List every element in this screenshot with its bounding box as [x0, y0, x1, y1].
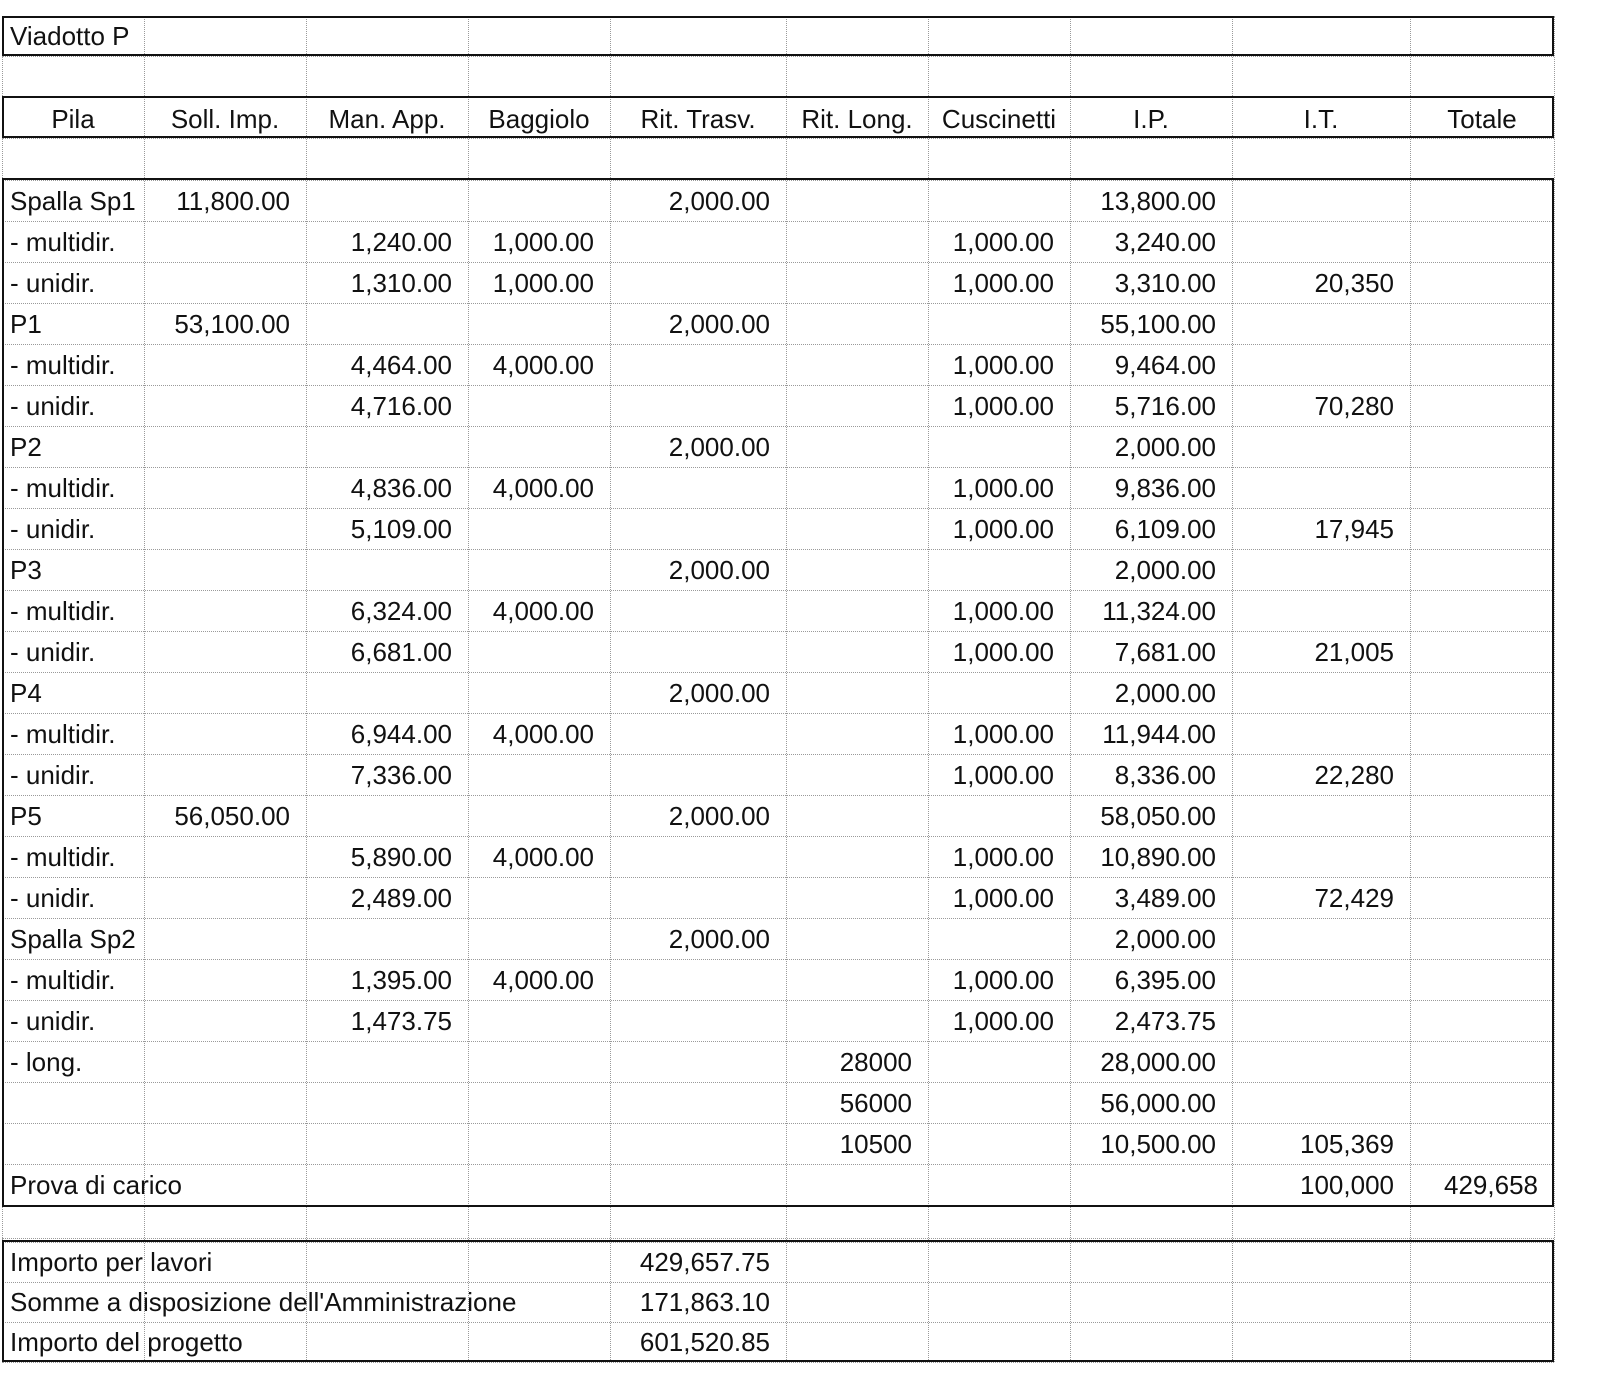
grid-row-line: [2, 1238, 1554, 1239]
table-cell: 28000: [839, 1047, 912, 1077]
table-cell: 2,000.00: [668, 432, 770, 462]
column-header: Rit. Trasv.: [640, 104, 756, 134]
table-cell: 1,000.00: [952, 883, 1054, 913]
row-label: - multidir.: [10, 965, 116, 995]
title-box: [2, 16, 1554, 56]
table-cell: 2,000.00: [1114, 555, 1216, 585]
table-cell: 4,000.00: [492, 350, 594, 380]
column-header: Cuscinetti: [941, 104, 1057, 134]
table-cell: 8,336.00: [1114, 760, 1216, 790]
summary-value: 429,657.75: [639, 1247, 770, 1277]
table-cell: 1,240.00: [350, 227, 452, 257]
table-cell: 5,890.00: [350, 842, 452, 872]
row-label: Spalla Sp1: [10, 186, 136, 216]
summary-label: Importo per lavori: [10, 1247, 213, 1277]
table-cell: 1,000.00: [952, 473, 1054, 503]
table-cell: 9,836.00: [1114, 473, 1216, 503]
row-label: P2: [10, 432, 42, 462]
row-label: - multidir.: [10, 719, 116, 749]
row-label: - unidir.: [10, 391, 96, 421]
table-cell: 70,280: [1314, 391, 1394, 421]
table-cell: 6,395.00: [1114, 965, 1216, 995]
column-header: Rit. Long.: [801, 104, 913, 134]
table-cell: 2,473.75: [1114, 1006, 1216, 1036]
table-cell: 1,000.00: [952, 1006, 1054, 1036]
table-cell: 3,310.00: [1114, 268, 1216, 298]
row-label: - unidir.: [10, 883, 96, 913]
table-cell: 3,489.00: [1114, 883, 1216, 913]
table-cell: 4,000.00: [492, 473, 594, 503]
table-cell: 2,000.00: [668, 186, 770, 216]
table-cell: 21,005: [1314, 637, 1394, 667]
row-label: P1: [10, 309, 42, 339]
table-cell: 6,681.00: [350, 637, 452, 667]
column-header: Baggiolo: [488, 104, 590, 134]
row-label: - multidir.: [10, 596, 116, 626]
column-header: I.T.: [1303, 104, 1339, 134]
table-cell: 1,000.00: [952, 842, 1054, 872]
table-cell: 4,000.00: [492, 965, 594, 995]
table-cell: 2,000.00: [1114, 678, 1216, 708]
table-cell: 6,944.00: [350, 719, 452, 749]
table-cell: 105,369: [1300, 1129, 1394, 1159]
table-cell: 1,473.75: [350, 1006, 452, 1036]
table-cell: 2,000.00: [1114, 924, 1216, 954]
table-cell: 5,109.00: [350, 514, 452, 544]
table-cell: 13,800.00: [1100, 186, 1216, 216]
table-cell: 10500: [839, 1129, 912, 1159]
table-cell: 10,890.00: [1100, 842, 1216, 872]
row-label: - multidir.: [10, 350, 116, 380]
table-cell: 4,464.00: [350, 350, 452, 380]
table-cell: 2,000.00: [668, 924, 770, 954]
table-cell: 1,000.00: [952, 227, 1054, 257]
row-label: - unidir.: [10, 637, 96, 667]
row-label: - multidir.: [10, 842, 116, 872]
column-header: Soll. Imp.: [170, 104, 280, 134]
table-cell: 9,464.00: [1114, 350, 1216, 380]
table-cell: 1,000.00: [952, 391, 1054, 421]
table-cell: 20,350: [1314, 268, 1394, 298]
table-cell: 2,000.00: [668, 309, 770, 339]
table-cell: 429,658: [1444, 1170, 1538, 1200]
table-cell: 1,000.00: [952, 268, 1054, 298]
row-label: Prova di carico: [10, 1170, 182, 1200]
column-header: I.P.: [1133, 104, 1169, 134]
table-cell: 2,000.00: [1114, 432, 1216, 462]
table-cell: 55,100.00: [1100, 309, 1216, 339]
summary-value: 601,520.85: [639, 1327, 770, 1357]
table-cell: 6,324.00: [350, 596, 452, 626]
table-cell: 4,000.00: [492, 719, 594, 749]
grid-row-line: [2, 138, 1554, 139]
table-cell: 7,336.00: [350, 760, 452, 790]
table-cell: 1,000.00: [952, 596, 1054, 626]
table-cell: 28,000.00: [1100, 1047, 1216, 1077]
column-header: Totale: [1447, 104, 1517, 134]
table-cell: 3,240.00: [1114, 227, 1216, 257]
table-cell: 17,945: [1314, 514, 1394, 544]
table-cell: 2,489.00: [350, 883, 452, 913]
table-cell: 56,050.00: [174, 801, 290, 831]
table-cell: 58,050.00: [1100, 801, 1216, 831]
table-cell: 100,000: [1300, 1170, 1394, 1200]
table-cell: 1,000.00: [492, 268, 594, 298]
table-cell: 11,800.00: [176, 186, 290, 216]
row-label: - unidir.: [10, 514, 96, 544]
row-label: - unidir.: [10, 760, 96, 790]
summary-label: Somme a disposizione dell'Amministrazione: [10, 1287, 517, 1317]
table-cell: 1,310.00: [350, 268, 452, 298]
table-cell: 1,000.00: [952, 719, 1054, 749]
column-header: Pila: [51, 104, 95, 134]
table-cell: 1,000.00: [492, 227, 594, 257]
row-label: - unidir.: [10, 1006, 96, 1036]
column-header: Man. App.: [328, 104, 446, 134]
table-cell: 1,000.00: [952, 350, 1054, 380]
table-cell: 53,100.00: [174, 309, 290, 339]
table-cell: 5,716.00: [1114, 391, 1216, 421]
table-cell: 4,000.00: [492, 842, 594, 872]
table-cell: 2,000.00: [668, 555, 770, 585]
table-cell: 7,681.00: [1114, 637, 1216, 667]
table-cell: 4,836.00: [350, 473, 452, 503]
table-cell: 1,000.00: [952, 965, 1054, 995]
table-cell: 4,000.00: [492, 596, 594, 626]
table-cell: 10,500.00: [1100, 1129, 1216, 1159]
summary-label: Importo del progetto: [10, 1327, 243, 1357]
summary-value: 171,863.10: [639, 1287, 770, 1317]
row-label: - multidir.: [10, 227, 116, 257]
grid-col-line: [1554, 16, 1555, 1362]
grid-row-line: [2, 56, 1554, 57]
table-cell: 11,944.00: [1102, 719, 1216, 749]
table-cell: 4,716.00: [350, 391, 452, 421]
grid-row-line: [2, 1362, 1554, 1363]
row-label: P3: [10, 555, 42, 585]
row-label: P4: [10, 678, 42, 708]
table-cell: 6,109.00: [1114, 514, 1216, 544]
row-label: Spalla Sp2: [10, 924, 136, 954]
row-label: - multidir.: [10, 473, 116, 503]
table-cell: 11,324.00: [1102, 596, 1216, 626]
table-cell: 22,280: [1314, 760, 1394, 790]
table-cell: 56,000.00: [1100, 1088, 1216, 1118]
table-cell: 1,395.00: [350, 965, 452, 995]
table-cell: 1,000.00: [952, 514, 1054, 544]
sheet-title: Viadotto P: [10, 21, 130, 51]
table-cell: 56000: [839, 1088, 912, 1118]
table-cell: 1,000.00: [952, 760, 1054, 790]
table-cell: 1,000.00: [952, 637, 1054, 667]
row-label: P5: [10, 801, 42, 831]
row-label: - unidir.: [10, 268, 96, 298]
table-cell: 72,429: [1314, 883, 1394, 913]
table-cell: 2,000.00: [668, 801, 770, 831]
table-cell: 2,000.00: [668, 678, 770, 708]
row-label: - long.: [10, 1047, 83, 1077]
